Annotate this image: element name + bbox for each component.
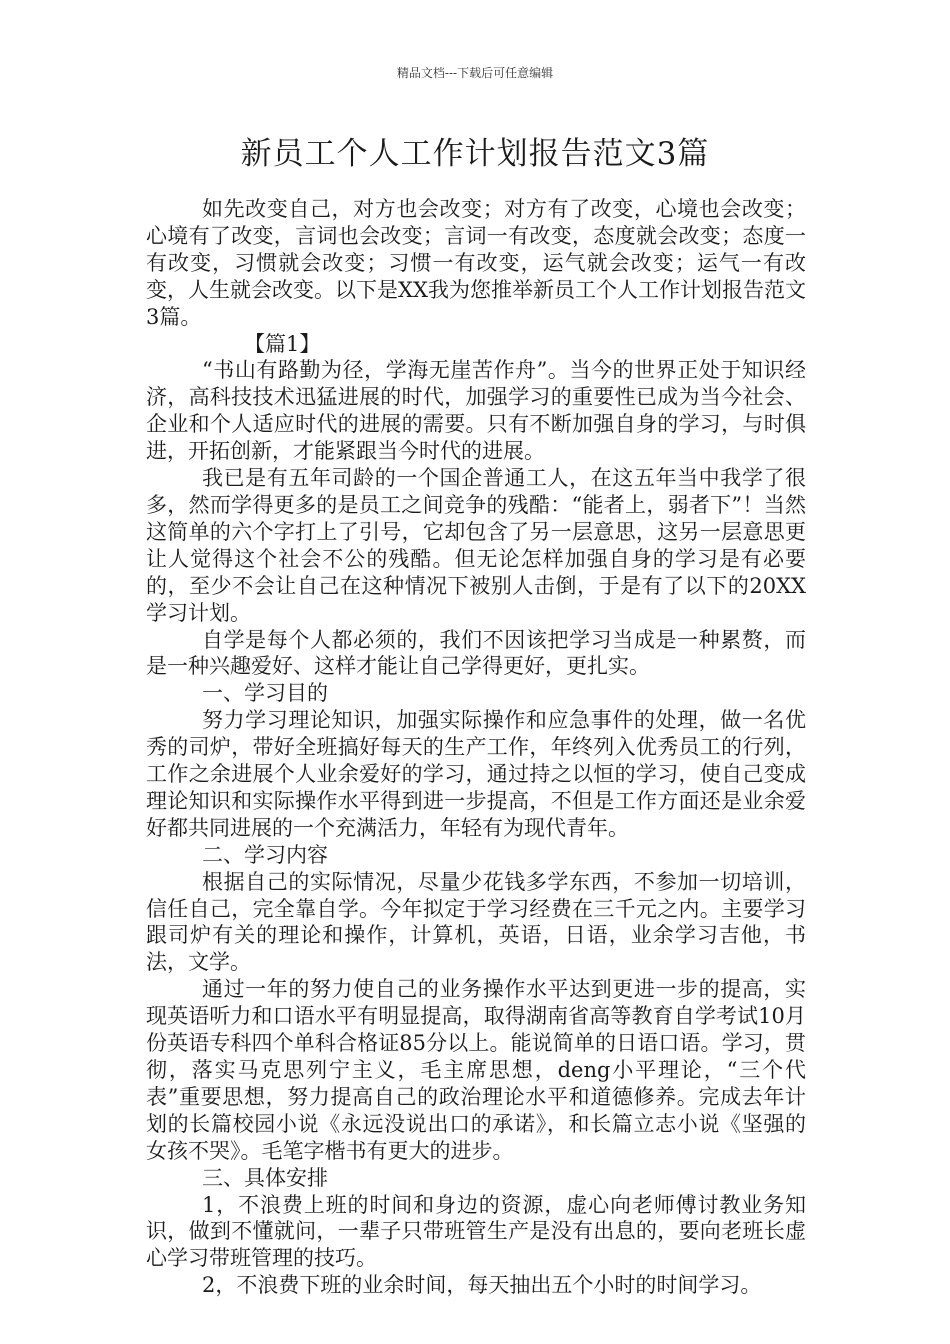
- body-paragraph: 通过一年的努力使自己的业务操作水平达到更进一步的提高，实现英语听力和口语水平有明显提高，取得湖南省高等教育自学考试10月份英语专科四个单科合格证85分以上。能说简单的日语口语。学习，贯彻，落实马克思列宁主义，毛主席思想，deng小平理论，“三个代表”重要思想，努力提高自己的政治理论水平和道德修养。完成去年计划的长篇校园小说《永远没说出口的承诺》，和长篇立志小说《坚强的女孩不哭》。毛笔字楷书有更大的进步。: [146, 977, 806, 1163]
- section-heading: 一、学习目的: [202, 681, 328, 706]
- header-note: 精品文档---下载后可任意编辑: [396, 66, 554, 80]
- list-item: 2，不浪费下班的业余时间，每天抽出五个小时的时间学习。: [202, 1273, 762, 1298]
- section-heading: 三、具体安排: [202, 1165, 328, 1190]
- intro-paragraph: 如先改变自己，对方也会改变；对方有了改变，心境也会改变；心境有了改变，言词也会改变；言词一有改变，态度就会改变；态度一有改变，习惯就会改变；习惯一有改变，运气就会改变；运气一有改变，人生就会改变。以下是XX我为您推举新员工个人工作计划报告范文3篇。: [146, 197, 806, 329]
- body-paragraph: 自学是每个人都必须的，我们不因该把学习当成是一种累赘，而是一种兴趣爱好、这样才能让自己学得更好，更扎实。: [146, 627, 806, 679]
- section-label: 【篇1】: [244, 331, 321, 356]
- document-body: [146, 196, 806, 1299]
- document-title: 新员工个人工作计划报告范文3篇: [240, 136, 710, 172]
- body-paragraph: “书山有路勤为径，学海无崖苦作舟”。当今的世界正处于知识经济，高科技技术迅猛进展的时代，加强学习的重要性已成为当今社会、企业和个人适应时代的进展的需要。只有不断加强自身的学习，与时俱进，开拓创新，才能紧跟当今时代的进展。: [146, 358, 806, 464]
- body-paragraph: 根据自己的实际情况，尽量少花钱多学东西，不参加一切培训，信任自己，完全靠自学。今年拟定于学习经费在三千元之内。主要学习跟司炉有关的理论和操作，计算机，英语，日语，业余学习吉他，书法，文学。: [146, 869, 806, 975]
- body-paragraph: 我已是有五年司龄的一个国企普通工人，在这五年当中我学了很多，然而学得更多的是员工之间竞争的残酷：“能者上，弱者下”！当然这简单的六个字打上了引号，它却包含了另一层意思，这另一层意思更让人觉得这个社会不公的残酷。但无论怎样加强自身的学习是有必要的，至少不会让自己在这种情况下被别人击倒，于是有了以下的20XX学习计划。: [146, 466, 806, 625]
- list-item: 1，不浪费上班的时间和身边的资源，虚心向老师傅讨教业务知识，做到不懂就问，一辈子只带班管生产是没有出息的，要向老班长虚心学习带班管理的技巧。: [146, 1192, 806, 1271]
- body-paragraph: 努力学习理论知识，加强实际操作和应急事件的处理，做一名优秀的司炉，带好全班搞好每天的生产工作，年终列入优秀员工的行列，工作之余进展个人业余爱好的学习，通过持之以恒的学习，使自己变成理论知识和实际操作水平得到进一步提高，不但是工作方面还是业余爱好都共同进展的一个充满活力，年轻有为现代青年。: [146, 708, 806, 840]
- section-heading: 二、学习内容: [202, 842, 328, 867]
